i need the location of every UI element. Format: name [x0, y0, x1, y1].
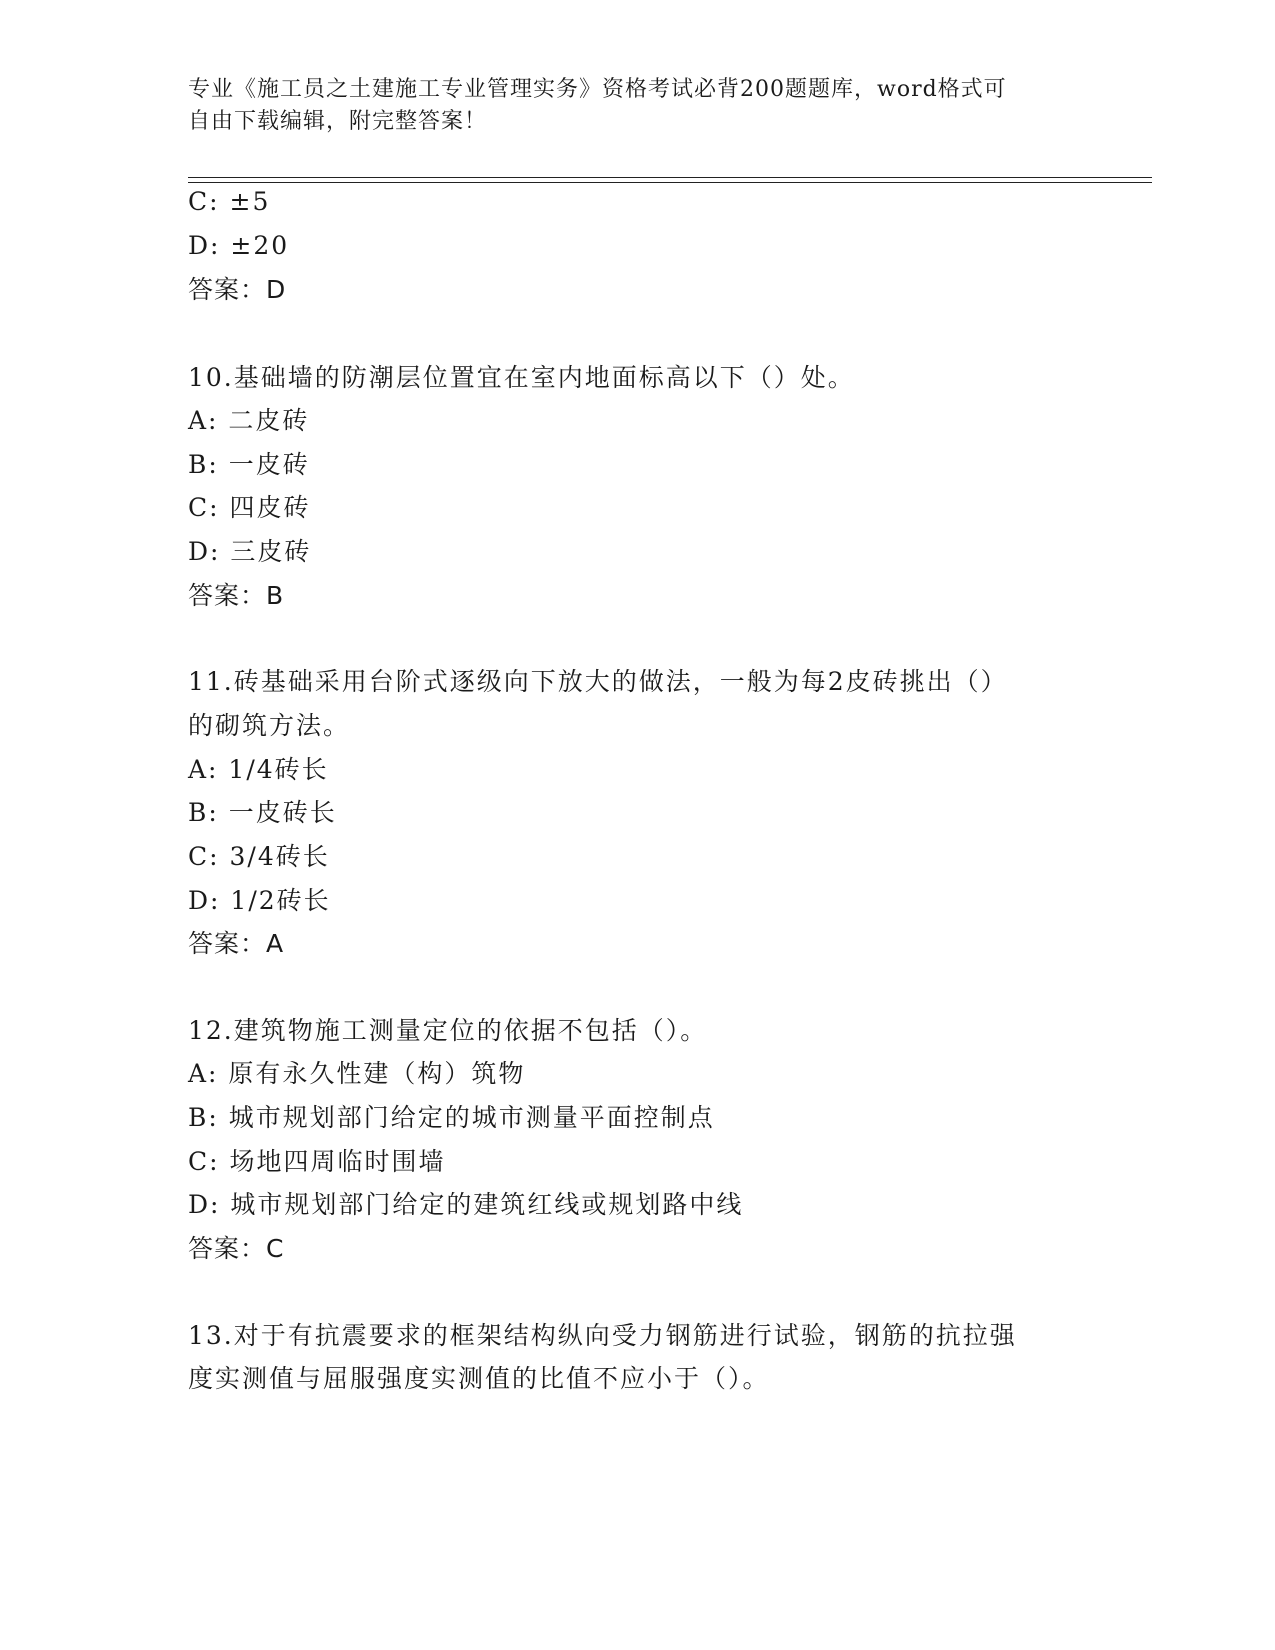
question-stem-continued: 度实测值与屈服强度实测值的比值不应小于（）。	[188, 1364, 770, 1393]
option-c: C: 3/4砖长	[188, 842, 330, 871]
question-stem-continued: 的砌筑方法。	[188, 711, 351, 740]
option-d: D: 城市规划部门给定的建筑红线或规划路中线	[188, 1190, 744, 1219]
option-b: B: 城市规划部门给定的城市测量平面控制点	[188, 1103, 715, 1132]
option-b: B: 一皮砖长	[188, 798, 337, 827]
option-c: C: 场地四周临时围墙	[188, 1147, 446, 1176]
question-stem: 12.建筑物施工测量定位的依据不包括（）。	[188, 1016, 708, 1045]
question-stem: 10.基础墙的防潮层位置宜在室内地面标高以下（）处。	[188, 363, 855, 392]
option-d: D: 1/2砖长	[188, 886, 331, 915]
header-line-1: 专业《施工员之土建施工专业管理实务》资格考试必背200题题库，word格式可	[188, 77, 1007, 102]
option-a: A: 1/4砖长	[188, 755, 329, 784]
document-header	[188, 74, 1068, 138]
header-line-2: 自由下载编辑，附完整答案！	[188, 109, 488, 134]
option-a: A: 原有永久性建（构）筑物	[188, 1059, 526, 1088]
answer-line: 答案：C	[188, 1234, 285, 1263]
answer-line: 答案：A	[188, 929, 285, 958]
answer-line: 答案：D	[188, 275, 287, 304]
header-divider-top	[188, 177, 1152, 178]
option-d: D: ±20	[188, 231, 290, 260]
option-d: D: 三皮砖	[188, 537, 312, 566]
header-divider-bottom	[188, 182, 1152, 183]
option-a: A: 二皮砖	[188, 406, 310, 435]
answer-line: 答案：B	[188, 581, 285, 610]
question-stem: 13.对于有抗震要求的框架结构纵向受力钢筋进行试验，钢筋的抗拉强	[188, 1321, 1017, 1350]
option-b: B: 一皮砖	[188, 450, 310, 479]
question-stem: 11.砖基础采用台阶式逐级向下放大的做法，一般为每2皮砖挑出（）	[188, 667, 1008, 696]
option-c: C: 四皮砖	[188, 493, 311, 522]
option-c: C: ±5	[188, 187, 271, 216]
